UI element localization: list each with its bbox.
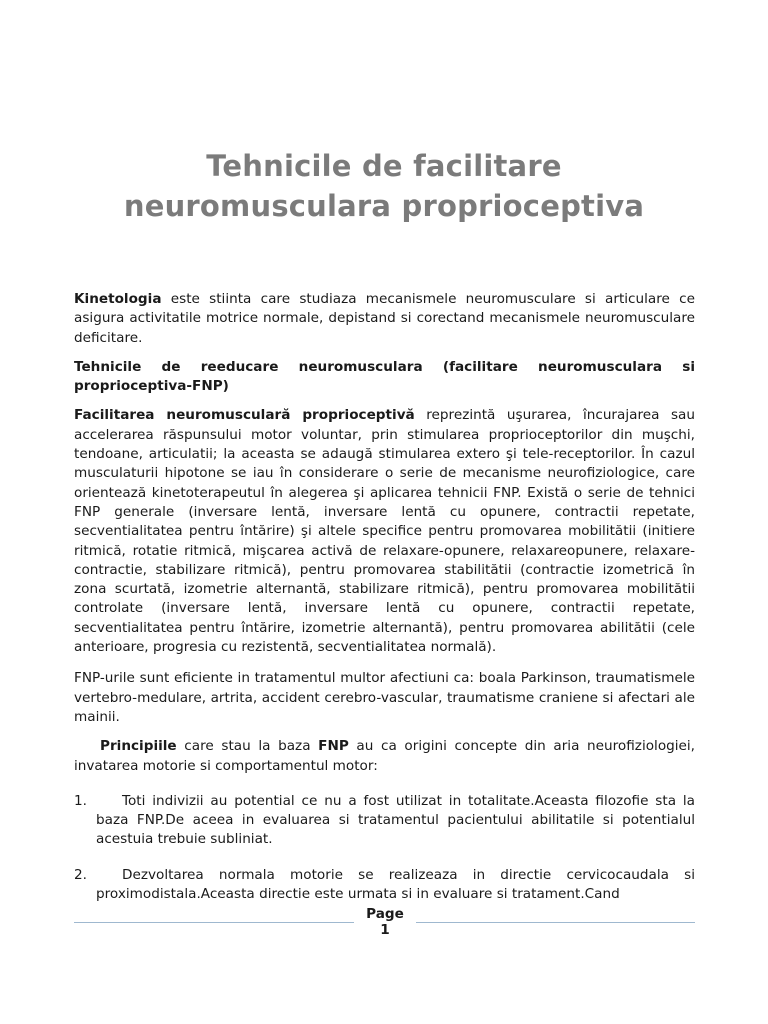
title-line-2: neuromusculara proprioceptiva [123, 189, 645, 223]
paragraph-facilitarea [74, 406, 695, 657]
list-item [74, 792, 695, 850]
page-number-label [354, 906, 416, 938]
paragraph-text: este stiinta care studiaza mecanismele neuromusculare si articulare ce asigura activitatile motrice normale, depistand si corectand mecanismele neuromusculare deficitare. [74, 291, 695, 346]
paragraph-fnp-uses: FNP-urile sunt eficiente in tratamentul multor afectiuni ca: boala Parkinson, traumatismele vertebro-medulare, artrita, accident cerebro-vascular, traumatisme craniene si afectari ale mainii. [74, 670, 695, 725]
list-item [74, 866, 695, 905]
document-title [60, 146, 708, 226]
list-number: 2. [74, 866, 87, 883]
paragraph-text: care stau la baza [176, 738, 319, 755]
footer-divider-right [416, 922, 695, 923]
term-fnp: FNP [318, 738, 349, 755]
list-item-text: Toti indivizii au potential ce nu a fost utilizat in totalitate.Aceasta filozofie sta la baza FNP.De aceea in evaluarea si tratamentul pacientului abilitatile si potentialul acestuia trebuie subliniat. [96, 792, 695, 848]
page-footer [74, 906, 695, 942]
list-item-text: Dezvoltarea normala motorie se realizeaza in directie cervicocaudala si proximodistala.Aceasta directie este urmata si in evaluare si tratament.Cand [96, 866, 695, 903]
paragraph-kinetologia [74, 290, 695, 348]
paragraph-principiile [74, 737, 695, 776]
principles-list [74, 792, 695, 904]
section-heading: Tehnicile de reeducare neuromusculara (facilitare neuromusculara si proprioceptiva-FNP) [74, 358, 695, 395]
list-number: 1. [74, 792, 87, 809]
title-line-1: Tehnicile de facilitare [206, 149, 562, 183]
term-facilitarea: Facilitarea neuromusculară proprioceptivă [74, 407, 415, 424]
paragraph-heading-tehnicile [74, 358, 695, 397]
paragraph-text: reprezintă uşurarea, încurajarea sau accelerarea răspunsului motor voluntar, prin stimularea proprioceptorilor din muşchi, tendoane, articulatii; la aceasta se adaugă stimularea extero şi tele-receptorilor. În cazul musculaturii hipotone se iau în considerare o serie de mecanisme neurofiziologice, care orientează kinetoterapeutul în alegerea şi aplicarea tehnicii FNP. Există o serie de tehnici FNP generale (inversare lentă, inversare lentă cu opunere, contractii repetate, secventialitatea pentru întărire) şi altele specifice pentru promovarea mobilitătii (initiere ritmică, rotatie ritmică, mişcarea activă de relaxare-opunere, relaxareopunere, relaxare-contractie, stabilizare ritmică), pentru promovarea stabilitătii (contractie izometrică în zona scurtată, izometrie alternantă, stabilizare ritmică), pentru promovarea mobilitătii controlate (inversare lentă, inversare lentă cu opunere, contractii repetate, secventialitatea pentru întărire, izometrie alternantă), pentru promovarea abilitătii (cele anterioare, progresia cu rezistentă, secventialitatea normală). [74, 407, 695, 656]
term-kinetologia: Kinetologia [74, 291, 162, 307]
paragraph-text: au ca origini concepte din aria neurofiziologiei, invatarea motorie si comportamentul motor: [74, 738, 696, 774]
page-label-text: Page [366, 906, 404, 922]
footer-divider-left [74, 922, 354, 923]
document-body [74, 290, 695, 920]
page-number: 1 [380, 922, 390, 938]
term-principiile: Principiile [100, 738, 177, 755]
